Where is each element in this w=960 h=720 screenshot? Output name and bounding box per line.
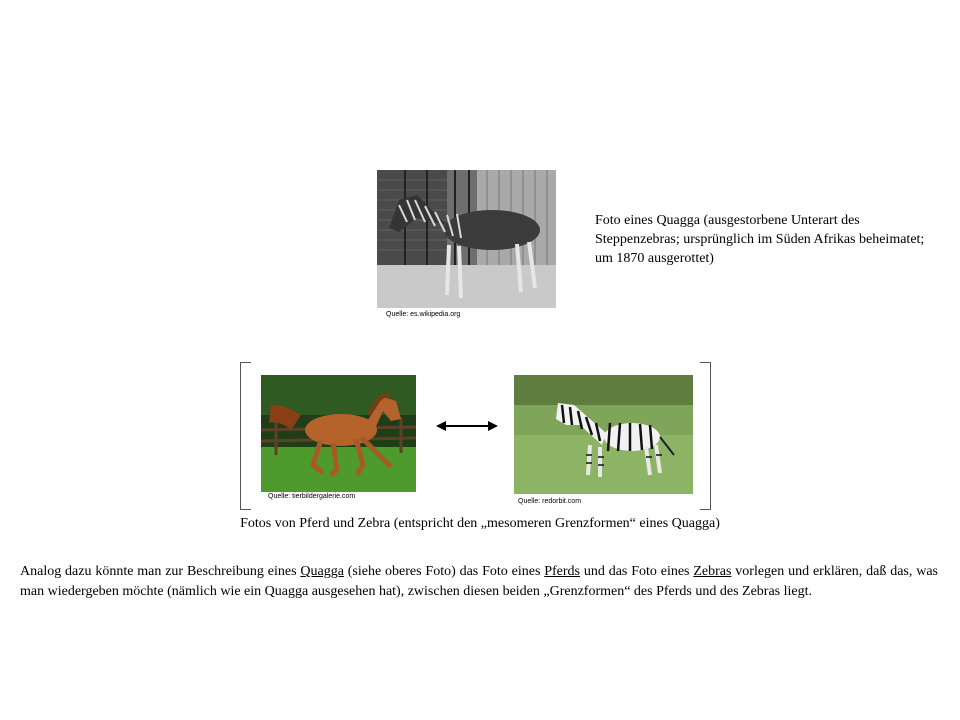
left-bracket bbox=[240, 362, 251, 510]
horse-photo-source: Quelle: tierbildergalerie.com bbox=[268, 493, 356, 500]
zebra-link[interactable]: Zebras bbox=[693, 564, 732, 579]
photos-caption: Fotos von Pferd und Zebra (entspricht den „mesomeren Grenzformen“ eines Quagga) bbox=[240, 516, 720, 531]
quagga-link[interactable]: Quagga bbox=[300, 564, 344, 579]
paragraph-text: (siehe oberes Foto) das Foto eines bbox=[343, 564, 545, 579]
right-bracket bbox=[700, 362, 711, 510]
explanation-paragraph bbox=[20, 562, 938, 602]
zebra-photo bbox=[514, 375, 693, 494]
horse-link[interactable]: Pferds bbox=[544, 564, 581, 579]
horse-photo bbox=[261, 375, 416, 492]
paragraph-text: Analog dazu könnte man zur Beschreibung eines bbox=[20, 564, 301, 579]
zebra-photo-source: Quelle: redorbit.com bbox=[518, 498, 582, 505]
quagga-caption: Foto eines Quagga (ausgestorbene Unterart des Steppenzebras; ursprünglich im Süden Afrikas beheimatet; um 1870 ausgerottet) bbox=[595, 213, 925, 266]
quagga-photo bbox=[377, 170, 556, 308]
paragraph-text: und das Foto eines bbox=[580, 564, 694, 579]
double-arrow-icon bbox=[436, 418, 498, 434]
quagga-photo-source: Quelle: es.wikipedia.org bbox=[386, 311, 461, 318]
paragraph-text: vorlegen und erklären, daß das, was man wiedergeben möchte (nämlich wie ein Quagga ausgesehen hat), zwischen diesen beiden „Grenzformen“ des Pferds und des Zebras liegt. bbox=[20, 564, 938, 599]
